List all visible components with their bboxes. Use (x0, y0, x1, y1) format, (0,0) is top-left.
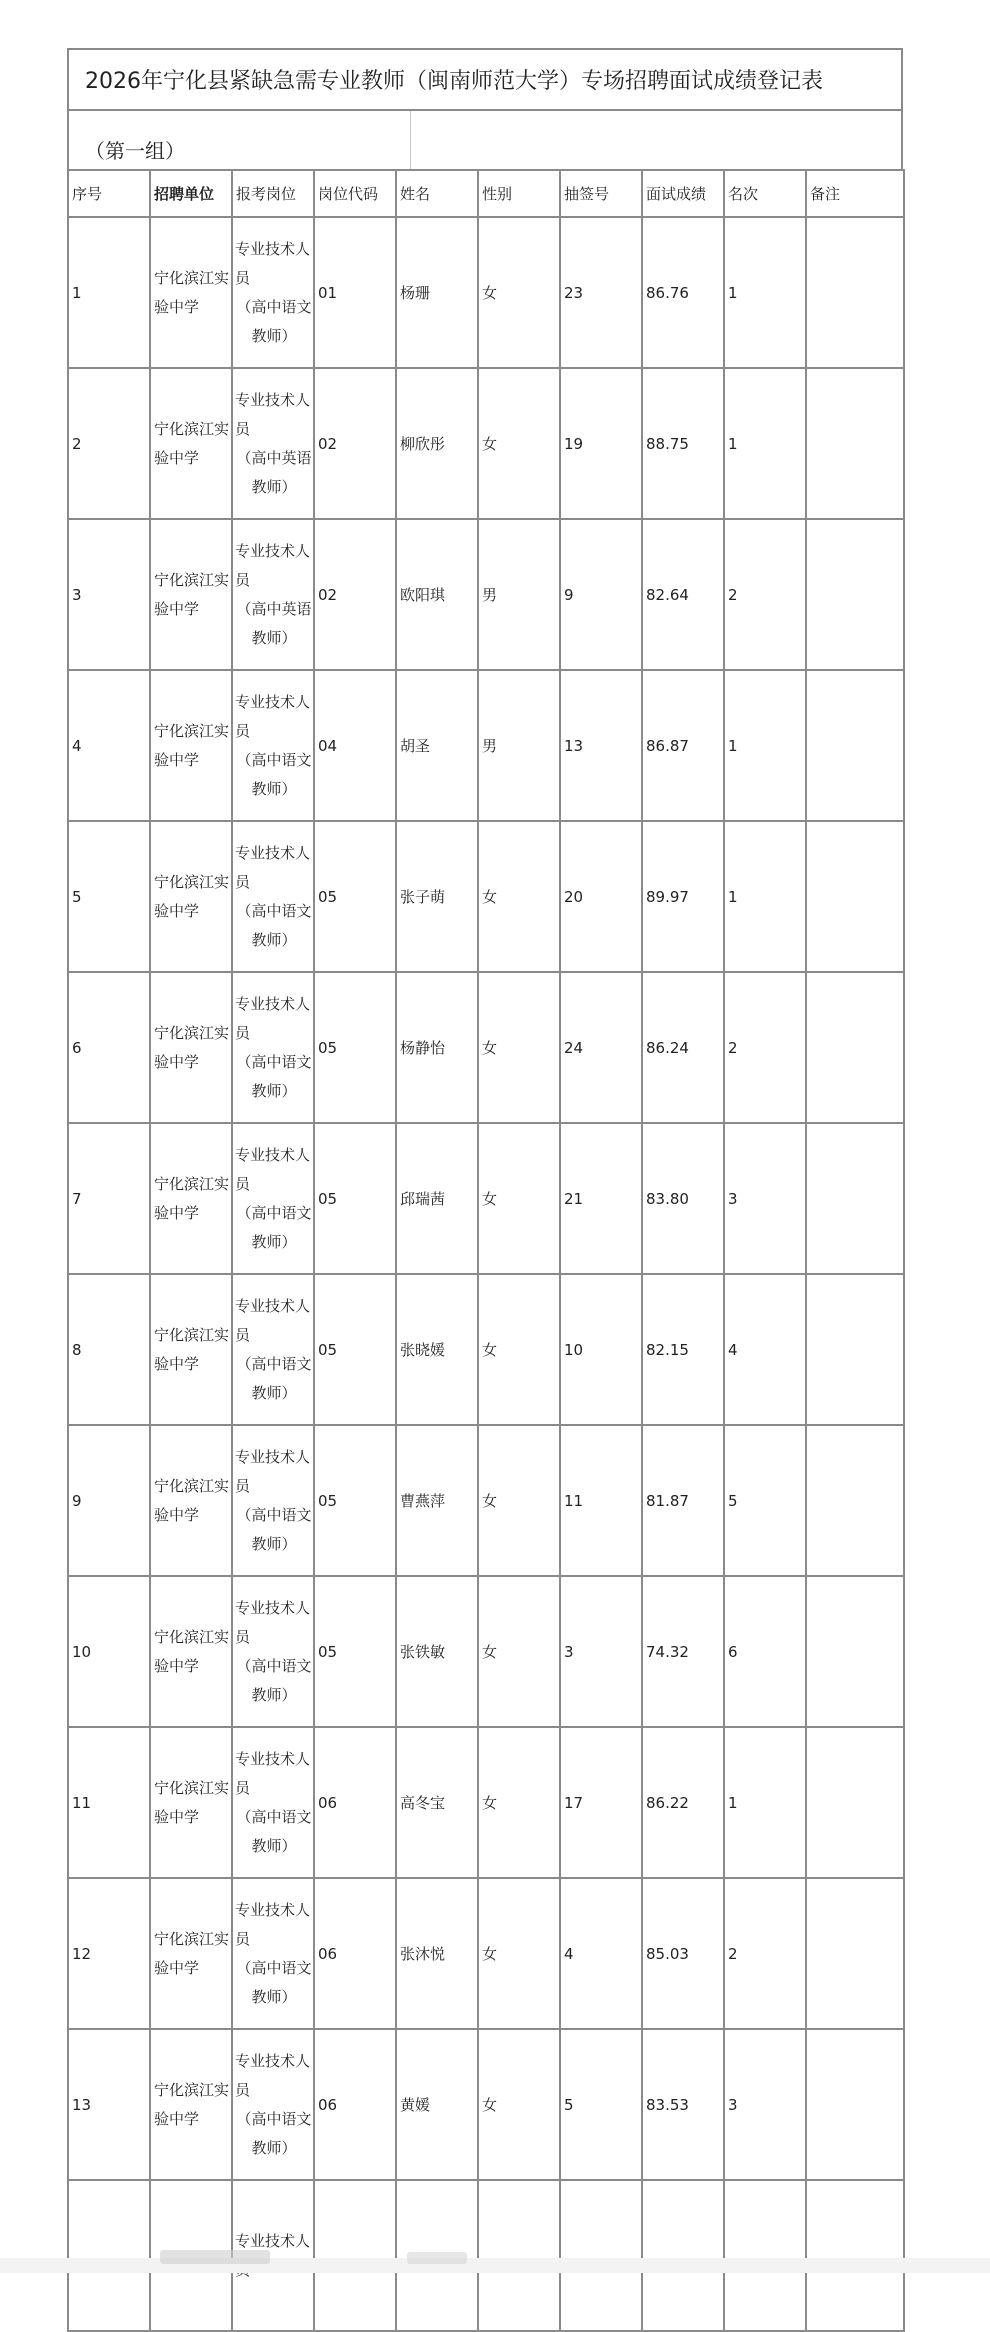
cell-note (806, 1123, 904, 1274)
watermark-blur (160, 2250, 270, 2264)
cell-unit: 宁化滨江实验中学 (150, 1425, 232, 1576)
post-subject: （高中语文教师） (236, 297, 312, 345)
post-subject: （高中语文教师） (236, 1807, 312, 1855)
cell-post (232, 972, 314, 1123)
table-row (68, 1576, 904, 1727)
group-row (67, 109, 903, 169)
cell-draw: 5 (560, 2029, 642, 2180)
cell-no: 8 (68, 1274, 150, 1425)
cell-no: 7 (68, 1123, 150, 1274)
cell-gender: 女 (478, 2029, 560, 2180)
cell-unit: 宁化滨江实验中学 (150, 821, 232, 972)
group-divider (410, 111, 411, 169)
cell-draw: 19 (560, 368, 642, 519)
cell-score: 86.24 (642, 972, 724, 1123)
table-row (68, 1727, 904, 1878)
post-title: 专业技术人员 (235, 1749, 311, 1797)
score-register-sheet (67, 48, 903, 2332)
header-cell: 岗位代码 (314, 170, 396, 217)
cell-unit: 宁化滨江实验中学 (150, 1878, 232, 2029)
cell-code: 02 (314, 368, 396, 519)
group-label: （第一组） (85, 139, 185, 163)
header-row (68, 170, 904, 217)
cell-gender: 女 (478, 972, 560, 1123)
cell-note (806, 217, 904, 368)
cell-score: 86.87 (642, 670, 724, 821)
cell-score (642, 2180, 724, 2331)
table-row (68, 670, 904, 821)
post-subject: （高中语文教师） (236, 901, 312, 949)
cell-code: 02 (314, 519, 396, 670)
cell-gender: 女 (478, 1576, 560, 1727)
table-row (68, 1878, 904, 2029)
cell-name: 黄媛 (396, 2029, 478, 2180)
post-subject: （高中语文教师） (236, 750, 312, 798)
cell-note (806, 972, 904, 1123)
cell-score: 83.53 (642, 2029, 724, 2180)
cell-name: 杨珊 (396, 217, 478, 368)
cell-rank: 1 (724, 368, 806, 519)
cell-no: 3 (68, 519, 150, 670)
cell-gender: 女 (478, 217, 560, 368)
cell-post (232, 1425, 314, 1576)
cell-gender: 女 (478, 1425, 560, 1576)
cell-no: 10 (68, 1576, 150, 1727)
cell-rank: 3 (724, 1123, 806, 1274)
cell-rank: 5 (724, 1425, 806, 1576)
cell-code: 05 (314, 972, 396, 1123)
post-title: 专业技术人员 (235, 994, 311, 1042)
header-cell: 报考岗位 (232, 170, 314, 217)
cell-code: 01 (314, 217, 396, 368)
cell-note (806, 1425, 904, 1576)
cell-gender: 女 (478, 1727, 560, 1878)
cell-post (232, 670, 314, 821)
cell-score: 89.97 (642, 821, 724, 972)
post-title: 专业技术人员 (235, 1900, 311, 1948)
cell-note (806, 2180, 904, 2331)
cell-gender: 女 (478, 821, 560, 972)
cell-name: 张沐悦 (396, 1878, 478, 2029)
post-title: 专业技术人员 (235, 692, 311, 740)
header-cell: 姓名 (396, 170, 478, 217)
header-cell: 序号 (68, 170, 150, 217)
cell-unit: 宁化滨江实验中学 (150, 519, 232, 670)
post-subject: （高中英语教师） (236, 599, 312, 647)
header-cell: 面试成绩 (642, 170, 724, 217)
cell-note (806, 1274, 904, 1425)
post-subject: （高中语文教师） (236, 1354, 312, 1402)
header-cell: 抽签号 (560, 170, 642, 217)
cell-code: 05 (314, 1274, 396, 1425)
post-title: 专业技术人 (235, 2231, 311, 2250)
cell-gender: 女 (478, 1123, 560, 1274)
cell-gender: 女 (478, 368, 560, 519)
cell-gender: 女 (478, 1878, 560, 2029)
cell-post (232, 1123, 314, 1274)
cell-draw: 11 (560, 1425, 642, 1576)
cell-name: 张晓媛 (396, 1274, 478, 1425)
cell-code (314, 2180, 396, 2331)
cell-code: 06 (314, 1878, 396, 2029)
cell-no (68, 2180, 150, 2331)
cell-post (232, 519, 314, 670)
post-title: 专业技术人员 (235, 1145, 311, 1193)
cell-name: 高冬宝 (396, 1727, 478, 1878)
header-cell: 招聘单位 (150, 170, 232, 217)
table-row (68, 217, 904, 368)
cell-rank: 1 (724, 1727, 806, 1878)
cell-score: 85.03 (642, 1878, 724, 2029)
cell-post (232, 2029, 314, 2180)
cell-no: 6 (68, 972, 150, 1123)
cell-no: 2 (68, 368, 150, 519)
cell-post (232, 368, 314, 519)
cell-unit: 宁化滨江实验中学 (150, 368, 232, 519)
cell-score: 86.76 (642, 217, 724, 368)
cell-gender: 女 (478, 1274, 560, 1425)
document-title: 2026年宁化县紧缺急需专业教师（闽南师范大学）专场招聘面试成绩登记表 (67, 48, 903, 109)
cell-name: 张子萌 (396, 821, 478, 972)
cell-draw: 24 (560, 972, 642, 1123)
cell-unit: 宁化滨江实验中学 (150, 670, 232, 821)
cell-draw: 20 (560, 821, 642, 972)
cell-draw: 10 (560, 1274, 642, 1425)
header-cell: 性别 (478, 170, 560, 217)
cell-draw: 23 (560, 217, 642, 368)
cell-no: 1 (68, 217, 150, 368)
cell-no: 13 (68, 2029, 150, 2180)
cell-rank: 3 (724, 2029, 806, 2180)
post-subject: （高中语文教师） (236, 1505, 312, 1553)
cell-score: 83.80 (642, 1123, 724, 1274)
post-title: 专业技术人员 (235, 843, 311, 891)
post-title: 专业技术人员 (235, 1296, 311, 1344)
cell-post (232, 821, 314, 972)
post-title: 专业技术人员 (235, 239, 311, 287)
cell-note (806, 1878, 904, 2029)
table-row (68, 1274, 904, 1425)
post-title: 专业技术人员 (235, 1447, 311, 1495)
cell-score: 86.22 (642, 1727, 724, 1878)
cell-note (806, 519, 904, 670)
cell-unit: 宁化滨江实验中学 (150, 1274, 232, 1425)
cell-score: 82.15 (642, 1274, 724, 1425)
post-title: 专业技术人员 (235, 541, 311, 589)
cell-note (806, 1576, 904, 1727)
cell-rank: 2 (724, 1878, 806, 2029)
cell-note (806, 821, 904, 972)
post-subject: （高中语文教师） (236, 1656, 312, 1704)
header-cell: 名次 (724, 170, 806, 217)
cell-note (806, 368, 904, 519)
cell-name: 欧阳琪 (396, 519, 478, 670)
post-subject: （高中语文教师） (236, 1958, 312, 2006)
table-row (68, 1425, 904, 1576)
cell-post (232, 1274, 314, 1425)
cell-draw: 3 (560, 1576, 642, 1727)
cell-rank: 2 (724, 972, 806, 1123)
page-bottom-edge (0, 2258, 990, 2273)
post-subject: （高中英语教师） (236, 448, 312, 496)
cell-code: 04 (314, 670, 396, 821)
cell-no: 12 (68, 1878, 150, 2029)
cell-rank: 4 (724, 1274, 806, 1425)
cell-score: 81.87 (642, 1425, 724, 1576)
cell-draw: 4 (560, 1878, 642, 2029)
cell-unit: 宁化滨江实验中学 (150, 1123, 232, 1274)
cell-no: 9 (68, 1425, 150, 1576)
cell-name: 杨静怡 (396, 972, 478, 1123)
cell-draw: 13 (560, 670, 642, 821)
cell-post (232, 1878, 314, 2029)
cell-post (232, 217, 314, 368)
cell-score: 74.32 (642, 1576, 724, 1727)
cell-unit: 宁化滨江实验中学 (150, 972, 232, 1123)
cell-code: 05 (314, 1576, 396, 1727)
cell-code: 06 (314, 2029, 396, 2180)
cell-rank: 6 (724, 1576, 806, 1727)
table-row (68, 519, 904, 670)
cell-note (806, 1727, 904, 1878)
cell-note (806, 2029, 904, 2180)
header-cell: 备注 (806, 170, 904, 217)
cell-rank: 2 (724, 519, 806, 670)
cell-code: 05 (314, 821, 396, 972)
post-title: 专业技术人员 (235, 2051, 311, 2099)
cell-name: 张铁敏 (396, 1576, 478, 1727)
cell-no: 5 (68, 821, 150, 972)
cell-unit: 宁化滨江实验中学 (150, 2029, 232, 2180)
post-subject: （高中语文教师） (236, 2109, 312, 2157)
cell-rank: 1 (724, 217, 806, 368)
table-row (68, 2029, 904, 2180)
cell-gender (478, 2180, 560, 2331)
post-title: 专业技术人员 (235, 390, 311, 438)
cell-unit: 宁化滨江实验中学 (150, 1576, 232, 1727)
watermark-blur (407, 2252, 467, 2264)
cell-draw: 9 (560, 519, 642, 670)
cell-rank: 1 (724, 670, 806, 821)
table-row (68, 821, 904, 972)
table-row (68, 1123, 904, 1274)
cell-draw: 21 (560, 1123, 642, 1274)
cell-gender: 男 (478, 670, 560, 821)
cell-rank (724, 2180, 806, 2331)
cell-no: 4 (68, 670, 150, 821)
cell-name: 曹燕萍 (396, 1425, 478, 1576)
cell-name: 柳欣彤 (396, 368, 478, 519)
cell-code: 05 (314, 1425, 396, 1576)
cell-code: 06 (314, 1727, 396, 1878)
table-row (68, 368, 904, 519)
cell-post (232, 1727, 314, 1878)
cell-note (806, 670, 904, 821)
cell-rank: 1 (724, 821, 806, 972)
cell-name: 邱瑞茜 (396, 1123, 478, 1274)
cell-post (232, 1576, 314, 1727)
table-row (68, 972, 904, 1123)
cell-unit: 宁化滨江实验中学 (150, 1727, 232, 1878)
post-title: 专业技术人员 (235, 1598, 311, 1646)
cell-score: 88.75 (642, 368, 724, 519)
cell-draw (560, 2180, 642, 2331)
post-subject: （高中语文教师） (236, 1203, 312, 1251)
cell-score: 82.64 (642, 519, 724, 670)
score-table (67, 169, 905, 2332)
cell-name: 胡圣 (396, 670, 478, 821)
cell-draw: 17 (560, 1727, 642, 1878)
cell-code: 05 (314, 1123, 396, 1274)
cell-unit: 宁化滨江实验中学 (150, 217, 232, 368)
post-subject: （高中语文教师） (236, 1052, 312, 1100)
cell-no: 11 (68, 1727, 150, 1878)
cell-gender: 男 (478, 519, 560, 670)
